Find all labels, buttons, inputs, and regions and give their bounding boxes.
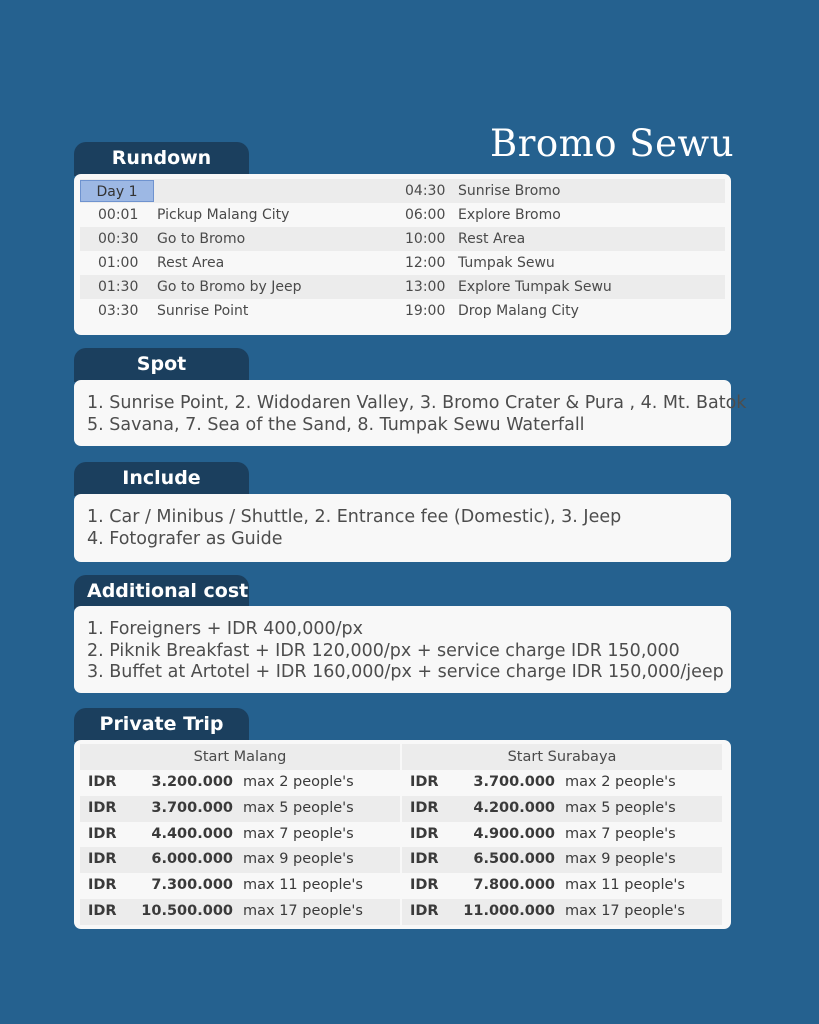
include-line: 1. Car / Minibus / Shuttle, 2. Entrance fee (Domestic), 3. Jeep (87, 507, 622, 527)
additional-cost-line: 1. Foreigners + IDR 400,000/px (87, 619, 364, 639)
price-amount: 10.500.000 (141, 902, 233, 919)
price-capacity: max 7 people's (243, 825, 354, 842)
price-amount: 7.800.000 (473, 877, 555, 894)
rundown-left-column (80, 179, 395, 323)
price-currency: IDR (410, 799, 439, 816)
price-currency: IDR (88, 799, 117, 816)
price-amount: 6.500.000 (473, 851, 555, 868)
rundown-activity: Explore Bromo (458, 207, 561, 223)
page-title: Bromo Sewu (490, 122, 735, 165)
rundown-activity: Sunrise Bromo (458, 183, 561, 199)
price-capacity: max 2 people's (565, 774, 676, 790)
include-card (74, 494, 731, 562)
rundown-row (80, 203, 395, 227)
price-column-malang (80, 744, 400, 925)
price-column-title: Start Surabaya (402, 744, 722, 770)
rundown-activity: Tumpak Sewu (458, 255, 555, 271)
price-currency: IDR (410, 877, 439, 894)
price-capacity: max 5 people's (243, 799, 354, 816)
price-column-surabaya (402, 744, 722, 925)
price-capacity: max 7 people's (565, 825, 676, 842)
rundown-time: 12:00 (405, 255, 446, 271)
rundown-time: 06:00 (405, 207, 446, 223)
rundown-activity: Rest Area (157, 255, 225, 271)
rundown-right-column (395, 179, 725, 323)
spot-card (74, 380, 747, 446)
day-badge: Day 1 (80, 180, 154, 202)
rundown-row (80, 275, 395, 299)
price-amount: 3.700.000 (473, 774, 555, 790)
price-row (80, 899, 400, 925)
price-row (402, 796, 722, 822)
additional-cost-line: 2. Piknik Breakfast + IDR 120,000/px + service charge IDR 150,000 (87, 640, 680, 661)
rundown-time: 00:01 (98, 207, 139, 223)
rundown-activity: Go to Bromo (157, 231, 246, 247)
price-row (402, 770, 722, 796)
rundown-activity: Rest Area (458, 231, 526, 247)
price-capacity: max 5 people's (565, 799, 676, 816)
spot-line: 5. Savana, 7. Sea of the Sand, 8. Tumpak Sewu Waterfall (87, 414, 585, 435)
rundown-activity: Go to Bromo by Jeep (157, 279, 302, 295)
include-heading: Include (74, 462, 249, 496)
rundown-time: 04:30 (405, 183, 446, 199)
price-amount: 4.400.000 (151, 825, 233, 842)
rundown-activity: Pickup Malang City (157, 207, 290, 223)
private-trip-card (74, 740, 731, 929)
price-currency: IDR (88, 825, 117, 842)
price-capacity: max 11 people's (243, 877, 363, 894)
rundown-row (395, 251, 725, 275)
rundown-card (74, 174, 731, 335)
rundown-row (80, 227, 395, 251)
price-capacity: max 17 people's (243, 902, 363, 919)
price-currency: IDR (410, 825, 439, 842)
additional-cost-card (74, 606, 731, 693)
rundown-day-row (80, 179, 395, 203)
price-capacity: max 9 people's (565, 851, 676, 868)
price-capacity: max 2 people's (243, 774, 354, 790)
price-row (402, 899, 722, 925)
include-line: 4. Fotografer as Guide (87, 528, 283, 549)
rundown-time: 01:30 (98, 279, 139, 295)
price-amount: 4.900.000 (473, 825, 555, 842)
price-amount: 6.000.000 (151, 851, 233, 868)
rundown-row (80, 299, 395, 323)
rundown-activity: Explore Tumpak Sewu (458, 279, 612, 295)
price-row (80, 847, 400, 873)
rundown-time: 10:00 (405, 231, 446, 247)
rundown-row (80, 251, 395, 275)
additional-cost-line: 3. Buffet at Artotel + IDR 160,000/px + service charge IDR 150,000/jeep (87, 662, 724, 682)
additional-cost-heading: Additional cost (74, 575, 249, 609)
rundown-heading: Rundown (74, 142, 249, 176)
price-amount: 3.700.000 (151, 799, 233, 816)
price-capacity: max 11 people's (565, 877, 685, 894)
price-row (402, 847, 722, 873)
price-currency: IDR (410, 774, 439, 790)
price-currency: IDR (88, 877, 117, 894)
rundown-row (395, 203, 725, 227)
spot-heading: Spot (74, 348, 249, 382)
rundown-row (395, 275, 725, 299)
private-trip-heading: Private Trip (74, 708, 249, 742)
rundown-time: 03:30 (98, 303, 139, 319)
rundown-time: 13:00 (405, 279, 446, 295)
rundown-time: 19:00 (405, 303, 446, 319)
price-capacity: max 9 people's (243, 851, 354, 868)
rundown-time: 00:30 (98, 231, 139, 247)
rundown-row (395, 227, 725, 251)
price-amount: 3.200.000 (151, 774, 233, 790)
price-column-title: Start Malang (80, 744, 400, 770)
price-amount: 7.300.000 (151, 877, 233, 894)
rundown-time: 01:00 (98, 255, 139, 271)
price-currency: IDR (88, 851, 117, 868)
price-row (402, 822, 722, 848)
rundown-activity: Sunrise Point (157, 303, 249, 319)
price-currency: IDR (410, 902, 439, 919)
rundown-row (395, 299, 725, 323)
price-currency: IDR (88, 774, 117, 790)
price-capacity: max 17 people's (565, 902, 685, 919)
rundown-row (395, 179, 725, 203)
price-amount: 4.200.000 (473, 799, 555, 816)
price-row (80, 796, 400, 822)
spot-line: 1. Sunrise Point, 2. Widodaren Valley, 3. Bromo Crater & Pura , 4. Mt. Batok (87, 393, 747, 413)
price-currency: IDR (410, 851, 439, 868)
price-row (80, 822, 400, 848)
price-row (80, 770, 400, 796)
price-amount: 11.000.000 (463, 902, 555, 919)
price-row (80, 873, 400, 899)
rundown-activity: Drop Malang City (458, 303, 579, 319)
price-currency: IDR (88, 902, 117, 919)
price-row (402, 873, 722, 899)
